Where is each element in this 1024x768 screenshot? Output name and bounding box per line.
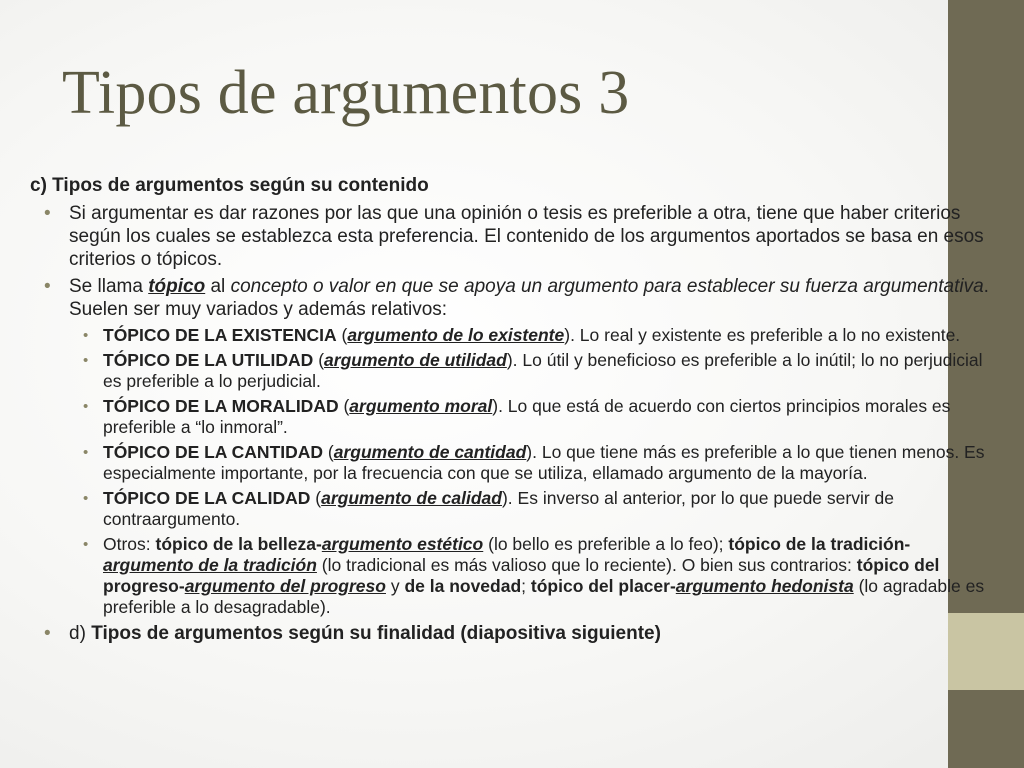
topico-name: TÓPICO DE LA EXISTENCIA [103,325,337,345]
text-run: ; [521,576,531,596]
argument-name: argumento de utilidad [324,350,507,370]
text-run: d) [69,623,92,644]
text-run: . Suelen ser muy variados y además relativos: [69,276,989,320]
bullet-marker: • [83,490,89,507]
argument-name: argumento estético [321,534,484,554]
topico-name: tópico de la tradición- [728,534,911,554]
term-topico: tópico [148,276,206,297]
list-item-utilidad [69,350,998,392]
text-run: (lo tradicional es más valioso que lo reciente). O bien sus contrarios: [316,555,857,575]
next-slide-reference: Tipos de argumentos según su finalidad (diapositiva siguiente) [91,623,661,644]
text-run: ). Es inverso al anterior, por lo que puede servir de contraargumento. [103,488,894,529]
section-heading: c) Tipos de argumentos según su contenido [30,175,429,196]
topico-name: de la novedad [404,576,522,596]
argument-name: argumento de la tradición [103,555,317,575]
argument-name: argumento de calidad [321,488,502,508]
slide-title: Tipos de argumentos 3 [62,59,630,127]
argument-name: argumento hedonista [675,576,854,596]
text-run: Otros: [103,534,156,554]
text-run: (lo bello es preferible a lo feo); [483,534,729,554]
bullet-topico-definition [30,275,998,618]
text-run: ( [323,442,334,462]
text-run: y [385,576,405,596]
bullet-marker: • [83,398,89,415]
text-run: (lo agradable es preferible a lo desagradable). [103,576,985,617]
slide-content [30,174,998,645]
bullet-marker: • [44,623,51,644]
bullet-marker: • [44,276,51,297]
text-run: al [205,276,231,297]
bullet-criteria [30,202,998,271]
text-run: ( [310,488,322,508]
text-run: ( [338,396,350,416]
list-item-existencia [69,325,998,346]
text-run: ). Lo útil y beneficioso es preferible a lo inútil; lo no perjudicial es preferible a lo perjudicial. [103,350,983,391]
list-item-calidad [69,488,998,530]
topico-name: TÓPICO DE LA MORALIDAD [103,396,339,416]
bullet-marker: • [83,536,89,553]
topico-name: TÓPICO DE LA UTILIDAD [103,350,314,370]
argument-name: argumento moral [349,396,493,416]
text-run: ). Lo real y existente es preferible a lo no existente. [564,325,961,345]
argument-name: argumento de lo existente [347,325,565,345]
topico-name: tópico del placer- [530,576,676,596]
argument-name: argumento del progreso [184,576,386,596]
text-run: ( [313,350,325,370]
list-item-moralidad [69,396,998,438]
topico-name: TÓPICO DE LA CANTIDAD [103,442,324,462]
text-run: ). Lo que está de acuerdo con ciertos principios morales es preferible a “lo inmoral”. [103,396,951,437]
list-item-otros [69,534,998,618]
text-run: Se llama [69,276,149,297]
list-item-cantidad [69,442,998,484]
definition-text: concepto o valor en que se apoya un argumento para establecer su fuerza argumentativa [230,276,984,297]
text-run: ). Lo que tiene más es preferible a lo que tienen menos. Es especialmente importante, por la frecuencia con que se utiliza, ellamado argumento de la mayoría. [103,442,985,483]
main-bullet-list [30,202,998,645]
topico-name: tópico del progreso- [103,555,940,596]
bullet-finalidad [30,622,998,645]
bullet-marker: • [83,327,89,344]
argument-name: argumento de cantidad [333,442,527,462]
bullet-marker: • [83,352,89,369]
text-run: ( [336,325,348,345]
topico-name: tópico de la belleza- [155,534,322,554]
topicos-list [69,325,998,618]
topico-name: TÓPICO DE LA CALIDAD [103,488,311,508]
bullet-marker: • [83,444,89,461]
bullet-marker: • [44,203,51,224]
bullet-criteria-text: Si argumentar es dar razones por las que una opinión o tesis es preferible a otra, tiene que haber criterios según los cuales se establezca esta preferencia. El contenido de los argumentos aportados se basa en esos criterios o tópicos. [69,203,984,270]
